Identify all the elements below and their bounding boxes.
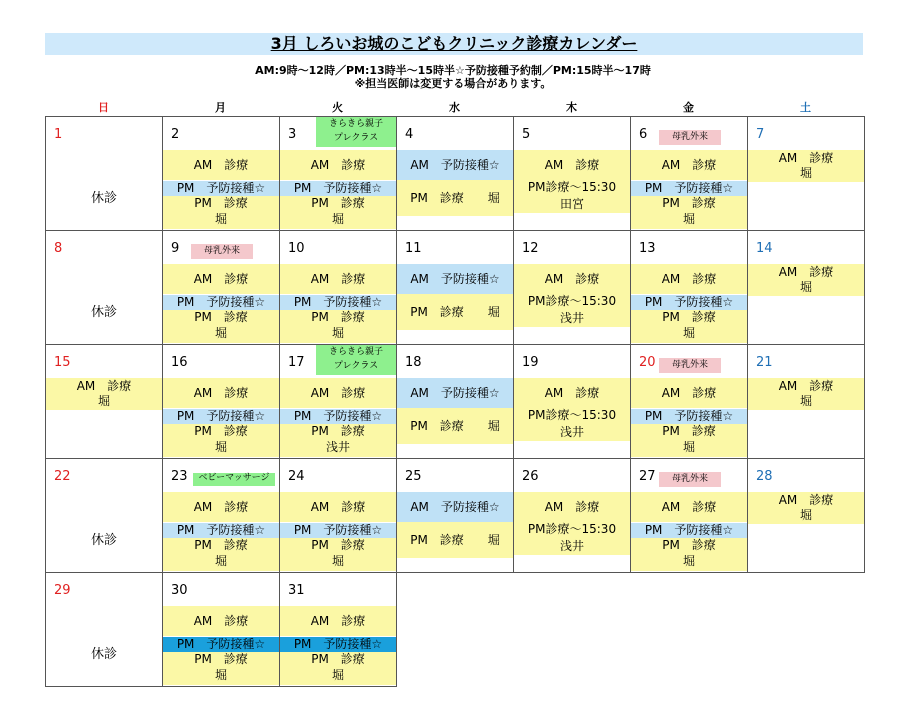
pm-vaccination: PM 予防接種☆	[280, 295, 396, 310]
day-number: 20	[639, 355, 656, 370]
am-session: AM 診療	[631, 264, 747, 294]
day-number: 12	[522, 241, 539, 256]
pm-doctor: 堀	[163, 212, 279, 229]
pm-session: PM 診療 堀	[397, 408, 513, 444]
pm-session: PM 診療	[280, 424, 396, 440]
day-cell-30	[162, 572, 280, 687]
am-session: AM 診療	[163, 492, 279, 522]
pm-doctor: 田宮	[514, 197, 630, 213]
pm-session: PM 診療	[280, 196, 396, 212]
day-cell-22	[45, 458, 163, 573]
am-session: AM 診療	[163, 150, 279, 180]
day-cell-18	[396, 344, 514, 459]
day-number: 5	[522, 127, 531, 142]
pm-vaccination: PM 予防接種☆	[163, 409, 279, 424]
day-cell-6	[630, 116, 748, 231]
closed-label: 休診	[90, 305, 117, 320]
day-number: 9	[171, 241, 180, 256]
day-cell-1	[45, 116, 163, 231]
am-session: AM 診療	[748, 378, 864, 410]
pm-doctor: 堀	[280, 326, 396, 343]
event-badge: きらきら親子 プレクラス	[316, 345, 396, 375]
day-cell-20	[630, 344, 748, 459]
pm-session: PM 診療 堀	[397, 294, 513, 330]
day-cell-11	[396, 230, 514, 345]
weekday-tue: 火	[332, 101, 343, 114]
day-cell-25	[396, 458, 514, 573]
day-cell-10	[279, 230, 397, 345]
day-cell-2	[162, 116, 280, 231]
day-number: 27	[639, 469, 656, 484]
am-session: AM 診療	[748, 492, 864, 524]
day-number: 16	[171, 355, 188, 370]
am-doctor: 堀	[799, 394, 812, 408]
pm-vaccination: PM 予防接種☆	[631, 409, 747, 424]
pm-vaccination: PM 予防接種☆	[163, 637, 279, 652]
day-cell-4	[396, 116, 514, 231]
pm-session: PM 診療	[631, 310, 747, 326]
pm-doctor: 浅井	[514, 425, 630, 441]
am-session: AM 診療	[514, 378, 630, 408]
pm-doctor: 浅井	[514, 539, 630, 555]
pm-doctor: 浅井	[514, 311, 630, 327]
event-badge: 母乳外来	[191, 244, 253, 259]
day-number: 15	[54, 355, 71, 370]
am-session: AM 診療	[280, 378, 396, 408]
pm-session: PM 診療	[163, 196, 279, 212]
day-cell-12	[513, 230, 631, 345]
day-cell-29	[45, 572, 163, 687]
pm-doctor: 堀	[280, 668, 396, 685]
pm-vaccination: PM 予防接種☆	[280, 409, 396, 424]
day-number: 30	[171, 583, 188, 598]
weekday-thu: 木	[566, 101, 577, 114]
weekday-sun: 日	[98, 101, 109, 114]
am-session: AM 診療	[748, 150, 864, 182]
pm-doctor: 堀	[280, 212, 396, 229]
pm-vaccination: PM 予防接種☆	[280, 181, 396, 196]
pm-vaccination: PM 予防接種☆	[163, 181, 279, 196]
pm-session: PM診療～15:30	[514, 522, 630, 539]
weekday-fri: 金	[683, 101, 694, 114]
event-badge: きらきら親子 プレクラス	[316, 117, 396, 147]
day-cell-21	[747, 344, 865, 459]
closed-label: 休診	[90, 533, 117, 548]
pm-vaccination: PM 予防接種☆	[163, 523, 279, 538]
am-session: AM 診療	[280, 606, 396, 636]
am-session: AM 診療	[631, 150, 747, 180]
weekday-wed: 水	[449, 101, 460, 114]
day-number: 17	[288, 355, 305, 370]
pm-session: PM 診療	[163, 538, 279, 554]
day-number: 3	[288, 127, 297, 142]
am-doctor: 堀	[97, 394, 110, 408]
am-session: AM 診療	[631, 378, 747, 408]
hours-line: AM:9時～12時／PM:13時半～15時半☆予防接種予約制／PM:15時半～17時	[255, 64, 651, 77]
pm-vaccination: PM 予防接種☆	[631, 181, 747, 196]
pm-doctor: 堀	[163, 326, 279, 343]
pm-doctor: 浅井	[280, 440, 396, 457]
day-cell-31	[279, 572, 397, 687]
day-number: 26	[522, 469, 539, 484]
doctor-note: ※担当医師は変更する場合があります。	[354, 77, 552, 90]
pm-doctor: 堀	[163, 440, 279, 457]
pm-doctor: 堀	[631, 212, 747, 229]
am-session: AM 診療	[514, 150, 630, 180]
event-badge: 母乳外来	[659, 472, 721, 487]
day-cell-16	[162, 344, 280, 459]
pm-session: PM 診療	[280, 652, 396, 668]
day-cell-15	[45, 344, 163, 459]
pm-session: PM診療～15:30	[514, 180, 630, 197]
day-cell-19	[513, 344, 631, 459]
am-session: AM 診療	[163, 606, 279, 636]
weekday-mon: 月	[215, 101, 226, 114]
pm-session: PM 診療	[280, 310, 396, 326]
am-doctor: 堀	[799, 280, 812, 294]
day-cell-17	[279, 344, 397, 459]
day-number: 8	[54, 241, 63, 256]
pm-session: PM 診療 堀	[397, 522, 513, 558]
am-session: AM 診療	[514, 492, 630, 522]
pm-vaccination: PM 予防接種☆	[280, 637, 396, 652]
am-doctor: 堀	[799, 508, 812, 522]
am-session: AM 予防接種☆	[397, 378, 513, 408]
day-cell-5	[513, 116, 631, 231]
pm-session: PM診療～15:30	[514, 408, 630, 425]
pm-session: PM 診療 堀	[397, 180, 513, 216]
day-number: 22	[54, 469, 71, 484]
day-number: 31	[288, 583, 305, 598]
day-number: 11	[405, 241, 422, 256]
pm-session: PM 診療	[163, 424, 279, 440]
pm-doctor: 堀	[631, 554, 747, 571]
day-number: 24	[288, 469, 305, 484]
event-badge: ベビーマッサージ	[193, 473, 275, 486]
pm-session: PM 診療	[280, 538, 396, 554]
day-cell-28	[747, 458, 865, 573]
pm-doctor: 堀	[163, 668, 279, 685]
pm-doctor: 堀	[163, 554, 279, 571]
pm-doctor: 堀	[280, 554, 396, 571]
day-number: 25	[405, 469, 422, 484]
am-session: AM 診療	[514, 264, 630, 294]
day-cell-14	[747, 230, 865, 345]
am-session: AM 診療	[280, 150, 396, 180]
day-cell-9	[162, 230, 280, 345]
am-session: AM 診療	[163, 264, 279, 294]
day-number: 7	[756, 127, 765, 142]
pm-doctor: 堀	[631, 326, 747, 343]
am-session: AM 診療	[748, 264, 864, 296]
day-cell-3	[279, 116, 397, 231]
calendar-title: 3月 しろいお城のこどもクリニック診療カレンダー	[270, 34, 638, 53]
pm-vaccination: PM 予防接種☆	[163, 295, 279, 310]
day-number: 18	[405, 355, 422, 370]
pm-session: PM 診療	[163, 310, 279, 326]
pm-doctor: 堀	[631, 440, 747, 457]
pm-session: PM 診療	[631, 538, 747, 554]
pm-vaccination: PM 予防接種☆	[631, 523, 747, 538]
event-badge: 母乳外来	[659, 130, 721, 145]
day-number: 23	[171, 469, 188, 484]
day-cell-13	[630, 230, 748, 345]
day-cell-24	[279, 458, 397, 573]
am-session: AM 診療	[280, 492, 396, 522]
am-session: AM 診療	[631, 492, 747, 522]
day-number: 19	[522, 355, 539, 370]
day-cell-7	[747, 116, 865, 231]
day-number: 13	[639, 241, 656, 256]
day-cell-8	[45, 230, 163, 345]
pm-vaccination: PM 予防接種☆	[631, 295, 747, 310]
closed-label: 休診	[90, 647, 117, 662]
am-session: AM 診療	[163, 378, 279, 408]
day-number: 4	[405, 127, 414, 142]
day-number: 21	[756, 355, 773, 370]
day-number: 10	[288, 241, 305, 256]
day-number: 6	[639, 127, 648, 142]
day-number: 29	[54, 583, 71, 598]
pm-session: PM 診療	[631, 424, 747, 440]
am-session: AM 診療	[46, 378, 162, 410]
event-badge: 母乳外来	[659, 358, 721, 373]
day-number: 14	[756, 241, 773, 256]
day-number: 2	[171, 127, 180, 142]
am-session: AM 予防接種☆	[397, 492, 513, 522]
am-session: AM 診療	[280, 264, 396, 294]
am-doctor: 堀	[799, 166, 812, 180]
pm-session: PM 診療	[163, 652, 279, 668]
pm-session: PM 診療	[631, 196, 747, 212]
am-session: AM 予防接種☆	[397, 150, 513, 180]
day-number: 28	[756, 469, 773, 484]
weekday-sat: 土	[800, 101, 811, 114]
day-cell-27	[630, 458, 748, 573]
am-session: AM 予防接種☆	[397, 264, 513, 294]
day-cell-23	[162, 458, 280, 573]
day-cell-26	[513, 458, 631, 573]
pm-vaccination: PM 予防接種☆	[280, 523, 396, 538]
pm-session: PM診療～15:30	[514, 294, 630, 311]
day-number: 1	[54, 127, 63, 142]
closed-label: 休診	[90, 191, 117, 206]
